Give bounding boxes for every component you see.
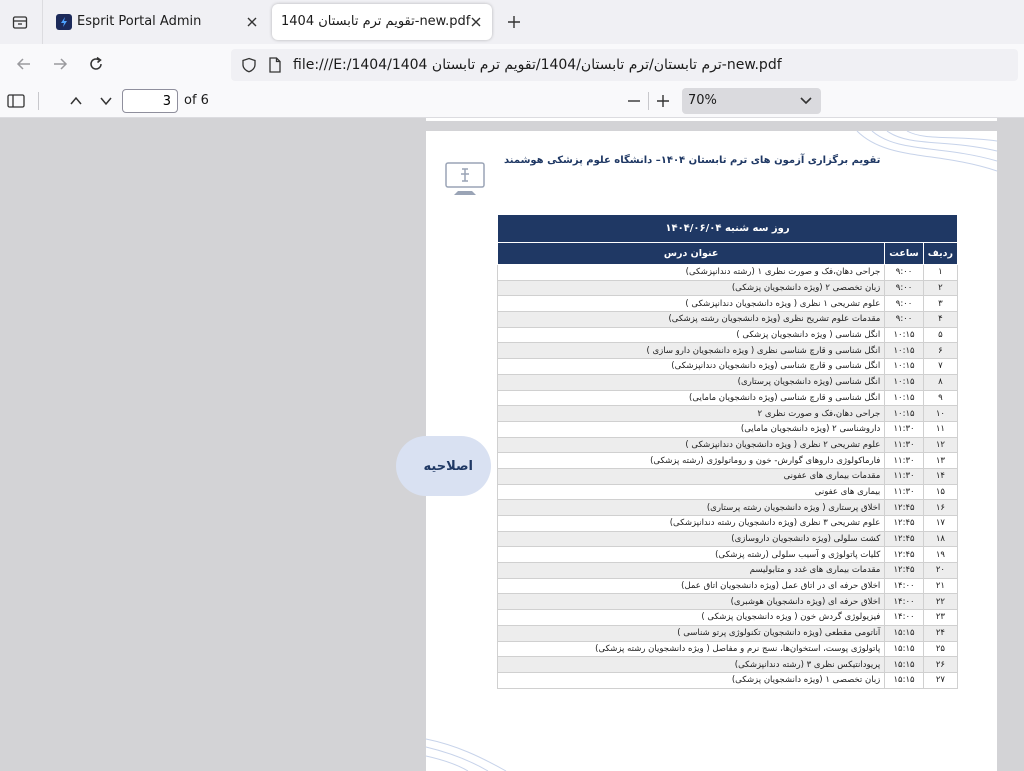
- cell-title: مقدمات بیماری های عفونی: [498, 468, 885, 484]
- chevron-down-icon: [99, 94, 113, 108]
- correction-badge: اصلاحیه: [396, 436, 491, 496]
- table-row: [498, 563, 958, 579]
- tab-strip: [0, 0, 1024, 44]
- cell-title: جراحی دهان،فک و صورت نظری ۱ (رشته دندانپزشکی): [498, 265, 885, 281]
- document-title: تقویم برگزاری آزمون های ترم تابستان ۱۴۰۴– دانشگاه علوم پزشکی هوشمند: [504, 155, 881, 166]
- tab-title: تقویم ترم تابستان 1404-new.pdf: [281, 14, 471, 29]
- table-row: [498, 453, 958, 469]
- cell-title: مقدمات بیماری های غدد و متابولیسم: [498, 563, 885, 579]
- cell-title: داروشناسی ۲ (ویژه دانشجویان مامایی): [498, 421, 885, 437]
- cell-id: ۸: [923, 374, 957, 390]
- zoom-select[interactable]: [682, 88, 821, 114]
- table-row: [498, 296, 958, 312]
- arrow-left-icon: [16, 56, 32, 72]
- cell-title: انگل شناسی و قارچ شناسی نظری ( ویژه دانشجویان دارو سازی ): [498, 343, 885, 359]
- shield-icon[interactable]: [241, 57, 257, 73]
- zoom-value: 70%: [688, 93, 717, 108]
- plus-icon: [507, 15, 521, 29]
- cell-title: فیزیولوژی گردش خون ( ویژه دانشجویان پزشکی ): [498, 610, 885, 626]
- cell-time: ۱۰:۱۵: [885, 343, 923, 359]
- arrow-right-icon: [52, 56, 68, 72]
- close-icon: [471, 17, 481, 27]
- cell-id: ۱۱: [923, 421, 957, 437]
- cell-title: زبان تخصصی ۱ (ویژه دانشجویان پزشکی): [498, 672, 885, 688]
- reload-icon: [88, 56, 104, 72]
- cell-id: ۲۶: [923, 657, 957, 673]
- cell-title: کشت سلولی (ویژه دانشجویان داروسازی): [498, 531, 885, 547]
- column-header-id: ردیف: [923, 243, 957, 265]
- chevron-up-icon: [69, 94, 83, 108]
- table-row: [498, 610, 958, 626]
- cell-id: ۲۱: [923, 578, 957, 594]
- cell-time: ۱۰:۱۵: [885, 374, 923, 390]
- cell-title: اخلاق حرفه ای در اتاق عمل (ویژه دانشجویان اتاق عمل): [498, 578, 885, 594]
- table-row: [498, 468, 958, 484]
- cell-id: ۲: [923, 280, 957, 296]
- table-row: [498, 578, 958, 594]
- table-row: [498, 265, 958, 281]
- zoom-out-button[interactable]: [624, 91, 644, 111]
- url-text[interactable]: file:///E:/1404/ترم تابستان/ترم تابستان/1404/تقویم ترم تابستان 1404-new.pdf: [293, 57, 782, 73]
- table-row: [498, 516, 958, 532]
- day-heading: روز سه شنبه ۱۴۰۴/۰۶/۰۴: [498, 215, 958, 243]
- cell-id: ۱: [923, 265, 957, 281]
- cell-id: ۷: [923, 359, 957, 375]
- cell-time: ۹:۰۰: [885, 296, 923, 312]
- pdf-page: [423, 131, 997, 771]
- cell-time: ۱۴:۰۰: [885, 610, 923, 626]
- cell-title: جراحی دهان،فک و صورت نظری ۲: [498, 406, 885, 422]
- zoom-in-button[interactable]: [653, 91, 673, 111]
- table-row: [498, 657, 958, 673]
- table-row: [498, 437, 958, 453]
- cell-id: ۲۵: [923, 641, 957, 657]
- sidebar-toggle-button[interactable]: [6, 91, 26, 111]
- pdf-toolbar: [0, 84, 1024, 118]
- cell-time: ۱۰:۱۵: [885, 327, 923, 343]
- column-header-time: ساعت: [885, 243, 923, 265]
- cell-id: ۱۴: [923, 468, 957, 484]
- cell-time: ۱۲:۴۵: [885, 500, 923, 516]
- cell-time: ۱۵:۱۵: [885, 641, 923, 657]
- cell-id: ۲۲: [923, 594, 957, 610]
- cell-time: ۱۵:۱۵: [885, 657, 923, 673]
- cell-id: ۱۵: [923, 484, 957, 500]
- table-row: [498, 390, 958, 406]
- table-row: [498, 641, 958, 657]
- cell-title: انگل شناسی (ویژه دانشجویان پرستاری): [498, 374, 885, 390]
- cell-title: پریودانتیکس نظری ۳ (رشته دندانپزشکی): [498, 657, 885, 673]
- esprit-logo-icon: [56, 14, 72, 30]
- cell-title: انگل شناسی و قارچ شناسی (ویژه دانشجویان دندانپزشکی): [498, 359, 885, 375]
- cell-title: کلیات پاتولوژی و آسیب سلولی (رشته پزشکی): [498, 547, 885, 563]
- page-total: of 6: [184, 93, 209, 108]
- plus-icon: [656, 94, 670, 108]
- cell-title: علوم تشریحی ۲ نظری ( ویژه دانشجویان دندانپزشکی ): [498, 437, 885, 453]
- forward-button[interactable]: [49, 53, 71, 75]
- table-row: [498, 625, 958, 641]
- table-row: [498, 406, 958, 422]
- cell-time: ۱۱:۳۰: [885, 437, 923, 453]
- page-icon[interactable]: [268, 57, 282, 73]
- back-button[interactable]: [13, 53, 35, 75]
- next-page-button[interactable]: [96, 91, 116, 111]
- cell-title: فارماکولوژی داروهای گوارش- خون و روماتولوژی (رشته پزشکی): [498, 453, 885, 469]
- cell-title: بیماری های عفونی: [498, 484, 885, 500]
- cell-time: ۹:۰۰: [885, 265, 923, 281]
- cell-time: ۹:۰۰: [885, 280, 923, 296]
- previous-page-edge: [426, 118, 997, 121]
- tab-pdf-document[interactable]: [272, 4, 492, 40]
- cell-id: ۲۴: [923, 625, 957, 641]
- cell-id: ۹: [923, 390, 957, 406]
- table-row: [498, 327, 958, 343]
- cell-time: ۱۲:۴۵: [885, 547, 923, 563]
- cell-time: ۱۱:۳۰: [885, 453, 923, 469]
- table-row: [498, 359, 958, 375]
- cell-time: ۱۰:۱۵: [885, 359, 923, 375]
- table-row: [498, 547, 958, 563]
- cell-time: ۱۲:۴۵: [885, 531, 923, 547]
- cell-time: ۱۵:۱۵: [885, 672, 923, 688]
- cell-id: ۱۷: [923, 516, 957, 532]
- cell-time: ۱۵:۱۵: [885, 625, 923, 641]
- exam-schedule-table: [497, 214, 958, 689]
- close-tab-button[interactable]: [244, 14, 260, 30]
- cell-id: ۱۲: [923, 437, 957, 453]
- previous-page-button[interactable]: [66, 91, 86, 111]
- table-row: [498, 280, 958, 296]
- table-row: [498, 374, 958, 390]
- cell-title: انگل شناسی ( ویژه دانشجویان پزشکی ): [498, 327, 885, 343]
- cell-title: مقدمات علوم تشریح نظری (ویژه دانشجویان رشته پزشکی): [498, 312, 885, 328]
- cell-title: اخلاق حرفه ای (ویژه دانشجویان هوشبری): [498, 594, 885, 610]
- table-row: [498, 500, 958, 516]
- wave-decoration-icon: [426, 731, 516, 771]
- cell-id: ۱۹: [923, 547, 957, 563]
- cell-time: ۱۱:۳۰: [885, 421, 923, 437]
- cell-id: ۱۰: [923, 406, 957, 422]
- table-row: [498, 672, 958, 688]
- page-number-input[interactable]: [122, 89, 178, 113]
- navigation-bar: [0, 44, 1024, 84]
- tab-overview-button[interactable]: [6, 10, 34, 34]
- table-row: [498, 312, 958, 328]
- tab-title: Esprit Portal Admin: [77, 14, 202, 29]
- close-tab-button[interactable]: [468, 14, 484, 30]
- tab-overview-icon: [12, 14, 28, 30]
- cell-time: ۱۲:۴۵: [885, 563, 923, 579]
- cell-title: اخلاق پرستاری ( ویژه دانشجویان رشته پرستاری): [498, 500, 885, 516]
- university-logo-icon: [444, 161, 486, 197]
- new-tab-button[interactable]: [503, 11, 525, 33]
- cell-title: پاتولوژی پوست، استخوان‌ها، نسج نرم و مفاصل ( ویژه دانشجویان رشته پزشکی): [498, 641, 885, 657]
- minus-icon: [627, 94, 641, 108]
- cell-id: ۵: [923, 327, 957, 343]
- cell-id: ۲۳: [923, 610, 957, 626]
- cell-title: آناتومی مقطعی (ویژه دانشجویان تکنولوژی پرتو شناسی ): [498, 625, 885, 641]
- cell-id: ۳: [923, 296, 957, 312]
- cell-title: علوم تشریحی ۳ نظری (ویژه دانشجویان رشته دندانپزشکی): [498, 516, 885, 532]
- cell-id: ۱۸: [923, 531, 957, 547]
- cell-id: ۱۶: [923, 500, 957, 516]
- cell-time: ۱۰:۱۵: [885, 390, 923, 406]
- chevron-down-icon: [799, 93, 813, 107]
- cell-time: ۱۰:۱۵: [885, 406, 923, 422]
- table-row: [498, 531, 958, 547]
- close-icon: [247, 17, 257, 27]
- address-bar[interactable]: [231, 49, 1018, 81]
- cell-id: ۲۷: [923, 672, 957, 688]
- column-header-title: عنوان درس: [498, 243, 885, 265]
- cell-title: زبان تخصصی ۲ (ویژه دانشجویان پزشکی): [498, 280, 885, 296]
- table-row: [498, 343, 958, 359]
- cell-time: ۱۱:۳۰: [885, 484, 923, 500]
- cell-time: ۱۱:۳۰: [885, 468, 923, 484]
- table-row: [498, 594, 958, 610]
- cell-id: ۶: [923, 343, 957, 359]
- tab-esprit-portal[interactable]: [46, 4, 268, 40]
- cell-time: ۱۲:۴۵: [885, 516, 923, 532]
- pdf-viewer[interactable]: [0, 118, 1024, 768]
- cell-title: انگل شناسی و قارچ شناسی (ویژه دانشجویان مامایی): [498, 390, 885, 406]
- reload-button[interactable]: [85, 53, 107, 75]
- table-row: [498, 421, 958, 437]
- table-row: [498, 484, 958, 500]
- cell-time: ۹:۰۰: [885, 312, 923, 328]
- sidebar-icon: [7, 94, 25, 108]
- cell-id: ۱۳: [923, 453, 957, 469]
- cell-id: ۴: [923, 312, 957, 328]
- cell-id: ۲۰: [923, 563, 957, 579]
- cell-time: ۱۴:۰۰: [885, 578, 923, 594]
- cell-title: علوم تشریحی ۱ نظری ( ویژه دانشجویان دندانپزشکی ): [498, 296, 885, 312]
- cell-time: ۱۴:۰۰: [885, 594, 923, 610]
